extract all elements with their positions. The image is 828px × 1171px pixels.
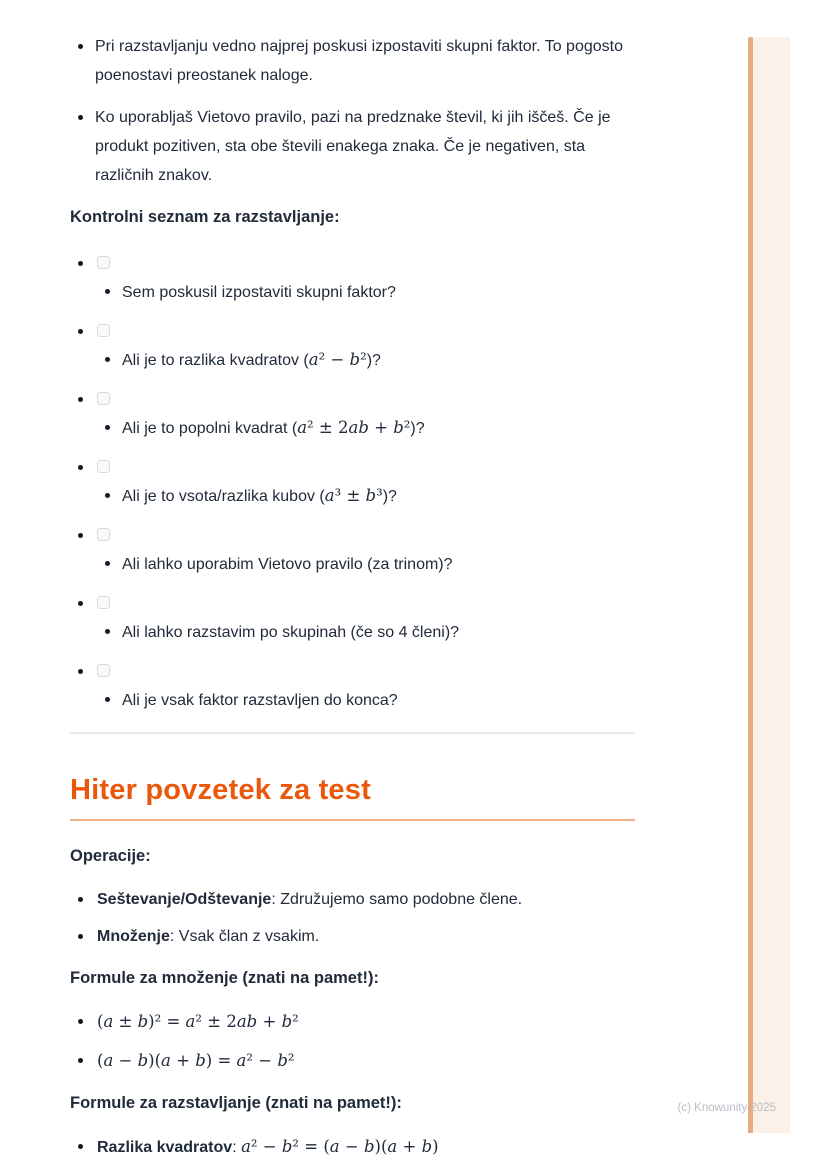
checkbox-row	[70, 392, 635, 407]
checklist	[70, 256, 635, 715]
fact-formulas-list	[70, 1132, 635, 1162]
tip-text: Ko uporabljaš Vietovo pravilo, pazi na predznake števil, ki jih iščeš. Če je produkt pozitiven, sta obe števili enakega znaka. Če je negativen, sta različnih znakov.	[95, 109, 611, 184]
tip-item	[70, 103, 635, 190]
checklist-item	[70, 324, 635, 375]
checkbox[interactable]	[97, 664, 110, 677]
math-expression: (a − b)(a + b) = a² − b²	[97, 1051, 295, 1070]
operations-list	[70, 885, 635, 951]
fact-formulas-heading: Formule za razstavljanje (znati na pamet!):	[70, 1094, 402, 1112]
checklist-question: Sem poskusil izpostaviti skupni faktor?	[97, 277, 635, 307]
copyright-watermark: (c) Knowunity 2025	[677, 1102, 776, 1114]
checkbox-row	[70, 256, 635, 271]
operation-lead: Seštevanje/Odštevanje	[97, 891, 272, 908]
math-expression: (a ± b)² = a² ± 2ab + b²	[97, 1012, 299, 1031]
checklist-item	[70, 664, 635, 715]
formula-item	[70, 1007, 635, 1037]
checkbox[interactable]	[97, 256, 110, 269]
checkbox[interactable]	[97, 392, 110, 405]
checklist-item	[70, 392, 635, 443]
checklist-question: Ali lahko razstavim po skupinah (če so 4 členi)?	[97, 617, 635, 647]
checkbox-row	[70, 596, 635, 611]
checkbox[interactable]	[97, 324, 110, 337]
operation-item: Množenje: Vsak član z vsakim.	[70, 922, 635, 951]
operation-item: Seštevanje/Odštevanje: Združujemo samo podobne člene.	[70, 885, 635, 914]
checklist-question: Ali je to popolni kvadrat (a² ± 2ab + b²)?	[97, 413, 635, 443]
math-expression: a² − b² = (a − b)(a + b)	[241, 1137, 439, 1156]
document-page	[70, 0, 635, 1171]
checkbox[interactable]	[97, 460, 110, 473]
checklist-question: Ali lahko uporabim Vietovo pravilo (za trinom)?	[97, 549, 635, 579]
math-expression: a³ ± b³	[324, 486, 383, 505]
section-title: Hiter povzetek za test	[70, 772, 635, 821]
checkbox-row	[70, 528, 635, 543]
tip-text: Pri razstavljanju vedno najprej poskusi izpostaviti skupni faktor. To pogosto poenostavi preostanek naloge.	[95, 38, 623, 84]
checkbox-row	[70, 664, 635, 679]
checklist-item	[70, 528, 635, 579]
math-expression: a² ± 2ab + b²	[297, 418, 411, 437]
section-divider	[70, 732, 635, 734]
operation-lead: Množenje	[97, 928, 170, 945]
checkbox-row	[70, 460, 635, 475]
formula-item: Razlika kvadratov: a² − b² = (a − b)(a + b)	[70, 1132, 635, 1162]
checkbox[interactable]	[97, 528, 110, 541]
checkbox[interactable]	[97, 596, 110, 609]
math-expression: a² − b²	[308, 350, 367, 369]
checklist-item	[70, 596, 635, 647]
tips-list	[70, 0, 635, 190]
checklist-item	[70, 256, 635, 307]
mult-formulas-list	[70, 1007, 635, 1076]
mult-formulas-heading: Formule za množenje (znati na pamet!):	[70, 969, 379, 987]
checklist-question: Ali je vsak faktor razstavljen do konca?	[97, 685, 635, 715]
checklist-item	[70, 460, 635, 511]
tip-item	[70, 32, 635, 90]
checklist-heading: Kontrolni seznam za razstavljanje:	[70, 208, 340, 226]
checkbox-row	[70, 324, 635, 339]
checklist-question: Ali je to razlika kvadratov (a² − b²)?	[97, 345, 635, 375]
operations-heading: Operacije:	[70, 847, 151, 865]
formula-lead: Razlika kvadratov	[97, 1139, 233, 1156]
formula-item	[70, 1046, 635, 1076]
page-edge-accent-fill	[753, 37, 790, 1133]
checklist-question: Ali je to vsota/razlika kubov (a³ ± b³)?	[97, 481, 635, 511]
